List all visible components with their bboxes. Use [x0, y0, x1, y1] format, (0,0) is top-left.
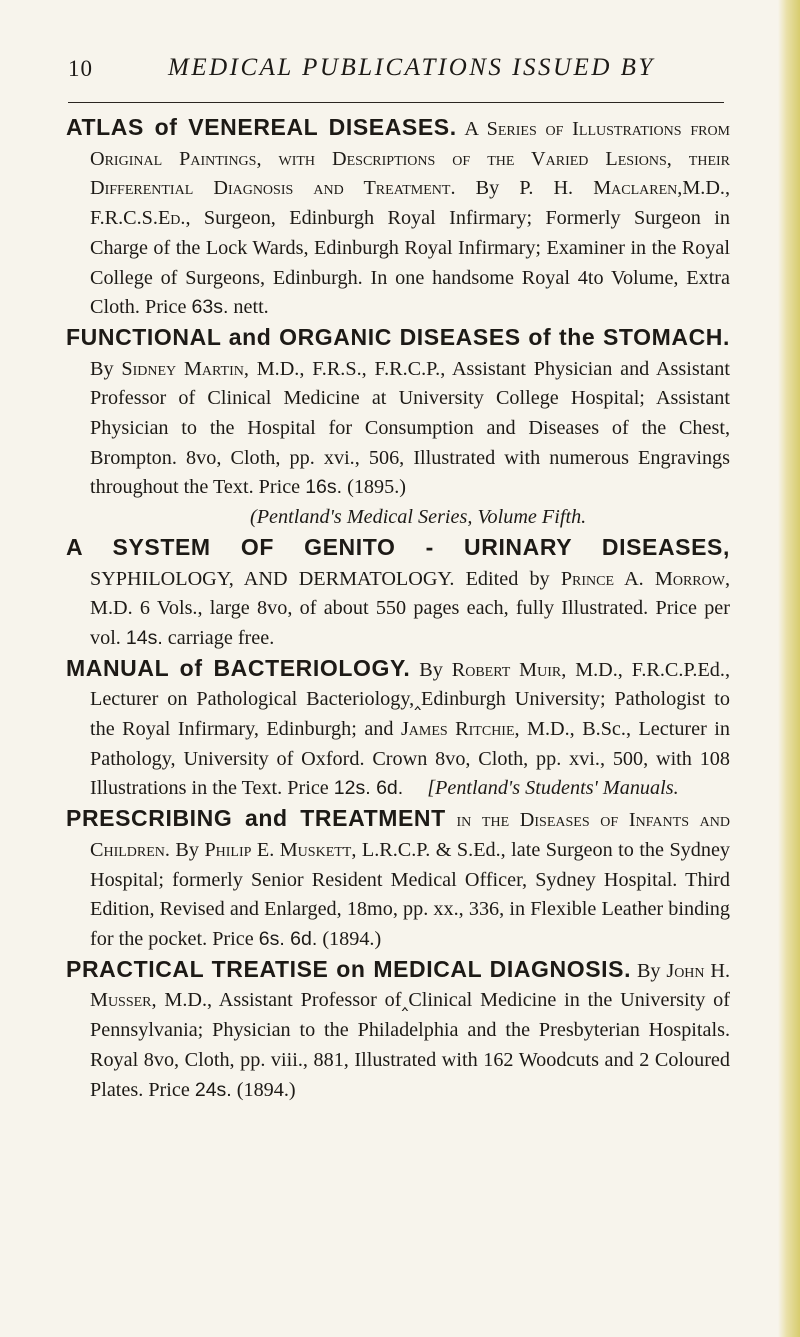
entry-body: , M.D., Assistant Professor of‸Clinical Medicine in the University of Pennsylvania; Physician to the Philadelphia and the Presbyterian Hospitals. Royal 8vo, Cloth, pp. viii., 881, Illustrated with 162 Woodcuts and 2 Coloured Plates. Price: [90, 989, 730, 1101]
entry-title: PRESCRIBING and TREATMENT: [66, 805, 446, 832]
entry-medical-diagnosis: [66, 955, 730, 1106]
author-prefix: By: [90, 357, 122, 380]
catalogue-entries: [66, 113, 730, 1105]
author-prefix: By: [410, 658, 452, 681]
author-prefix: By: [631, 959, 667, 982]
page-edge-stain: [778, 0, 800, 1337]
entry-body: , L.R.C.P. & S.Ed., late Surgeon to the Sydney Hospital; formerly Senior Resident Medical Officer, Sydney Hospital. Third Edition, Revised and Enlarged, 18mo, pp. xx., 336, in Flexible Leather binding for the pocket. Price: [90, 838, 731, 950]
entry-diseases-of-stomach: [66, 323, 730, 533]
page-number: 10: [68, 56, 93, 81]
entry-price: 6s. 6d.: [258, 927, 318, 950]
entry-title: A SYSTEM OF GENITO - URINARY DISEASES,: [66, 533, 730, 560]
entry-price: 14s.: [125, 626, 163, 649]
page-header: [68, 46, 724, 103]
entry-price: 63s.: [191, 296, 229, 319]
series-note: (Pentland's Medical Series, Volume Fifth.: [250, 506, 587, 529]
entry-manual-bacteriology: [66, 654, 730, 805]
series-note: [Pentland's Students' Manuals.: [427, 777, 679, 800]
entry-tail: nett.: [228, 296, 269, 319]
entry-price: 16s.: [305, 476, 343, 499]
entry-prescribing-treatment: [66, 804, 730, 955]
entry-tail: (1894.): [317, 927, 382, 950]
entry-price: 12s. 6d.: [333, 777, 404, 800]
author-prefix: By: [169, 838, 205, 861]
entry-body-pre: SYPHILOLOGY, AND DERMATOLOGY. Edited by: [90, 567, 561, 590]
entry-title: FUNCTIONAL and ORGANIC DISEASES of the STOMACH.: [66, 323, 730, 350]
entry-author-2: James Ritchie: [400, 718, 515, 741]
entry-body: , M.D. 6 Vols., large 8vo, of about 550 pages each, fully Illustrated. Price per vol.: [90, 567, 730, 649]
entry-subtitle: A Series of Illustrations from Original Paintings, with Descriptions of the Varied Lesions, their Differential Diagnosis and Treatment.: [90, 118, 731, 200]
entry-title: PRACTICAL TREATISE on MEDICAL DIAGNOSIS.: [66, 955, 632, 982]
author-prefix: By: [455, 177, 520, 200]
entry-tail: (1894.): [231, 1078, 296, 1101]
entry-genito-urinary-diseases: [66, 533, 730, 654]
entry-tail: (1895.): [342, 476, 406, 499]
entry-title: ATLAS of VENEREAL DISEASES.: [66, 114, 457, 140]
entry-body: , Surgeon, Edinburgh Royal Infirmary; Formerly Surgeon in Charge of the Lock Wards, Edinburgh Royal Infirmary; Examiner in the Royal College of Surgeons, Edinburgh. In one handsome Royal 4to Volume, Extra Cloth. Price: [90, 207, 730, 319]
entry-body: , M.D., F.R.S., F.R.C.P., Assistant Physician and Assistant Professor of Clinical Medicine at University College Hospital; Assistant Physician to the Hospital for Consumption and Diseases of the Chest, Brompton. 8vo, Cloth, pp. xvi., 506, Illustrated with numerous Engravings throughout the Text. Price: [90, 357, 730, 499]
entry-author: Prince A. Morrow: [560, 567, 725, 590]
entry-tail: carriage free.: [162, 626, 275, 649]
entry-subtitle: in the Diseases of Infants and Children.: [90, 809, 730, 861]
entry-body-2: , M.D., B.Sc., Lecturer in Pathology, University of Oxford. Crown 8vo, Cloth, pp. xvi., 500, with 108 Illustrations in the Text. Price: [90, 718, 730, 800]
entry-author: Philip E. Muskett: [204, 838, 352, 861]
entry-body: , M.D., F.R.C.P.Ed., Lecturer on Pathological Bacteriology,‸Edinburgh University; Pathologist to the Royal Infirmary, Edinburgh; and: [90, 658, 730, 741]
running-head: MEDICAL PUBLICATIONS ISSUED BY: [168, 54, 655, 81]
entry-atlas-venereal-diseases: [66, 113, 730, 323]
entry-author: P. H. Maclaren,M.D., F.R.C.S.Ed.: [90, 177, 731, 230]
entry-author: Robert Muir: [451, 658, 562, 681]
entry-title: MANUAL of BACTERIOLOGY.: [66, 654, 411, 681]
entry-author: John H. Musser: [90, 959, 730, 1012]
entry-price: 24s.: [194, 1078, 232, 1101]
entry-author: Sidney Martin: [121, 357, 244, 380]
